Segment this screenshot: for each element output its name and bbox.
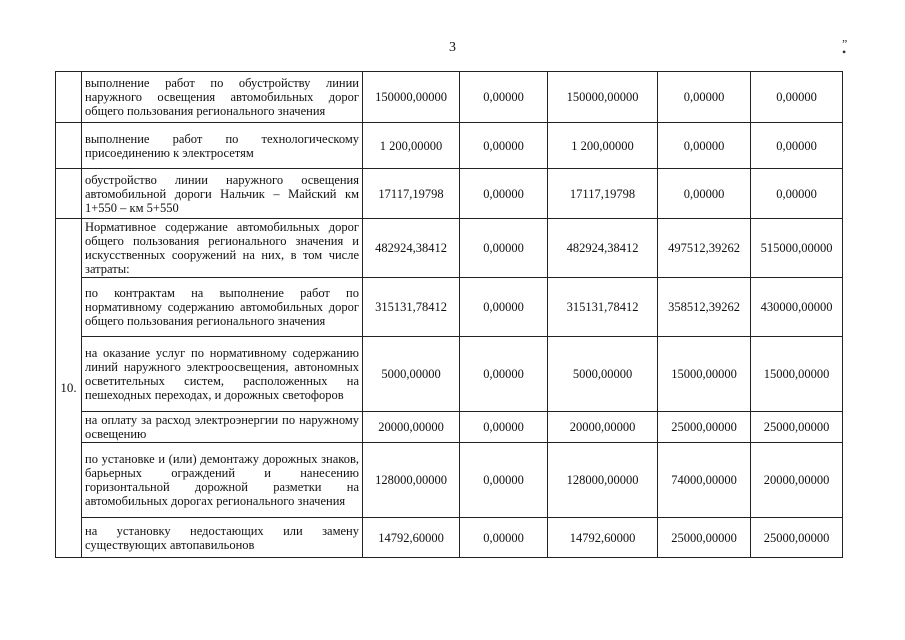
value-cell: 5000,00000 (548, 337, 658, 412)
value-cell: 515000,00000 (751, 219, 843, 278)
section-index-cell: 10. (56, 219, 82, 558)
table-row (56, 412, 843, 443)
value-cell: 1 200,00000 (363, 123, 460, 169)
value-cell: 0,00000 (658, 72, 751, 123)
description-cell: обустройство линии наружного освещения автомобильной дороги Нальчик – Майский км 1+550 – км 5+550 (82, 169, 363, 219)
value-cell: 0,00000 (460, 72, 548, 123)
value-cell: 315131,78412 (363, 278, 460, 337)
value-cell: 150000,00000 (548, 72, 658, 123)
value-cell: 0,00000 (751, 72, 843, 123)
value-cell: 5000,00000 (363, 337, 460, 412)
table-row (56, 169, 843, 219)
corner-marks: „ • (842, 30, 872, 59)
value-cell: 315131,78412 (548, 278, 658, 337)
value-cell: 20000,00000 (363, 412, 460, 443)
value-cell: 430000,00000 (751, 278, 843, 337)
value-cell: 0,00000 (460, 518, 548, 558)
description-cell: на установку недостающих или замену существующих автопавильонов (82, 518, 363, 558)
index-cell (56, 123, 82, 169)
value-cell: 0,00000 (751, 169, 843, 219)
value-cell: 0,00000 (460, 278, 548, 337)
value-cell: 0,00000 (460, 337, 548, 412)
value-cell: 0,00000 (460, 219, 548, 278)
value-cell: 20000,00000 (751, 443, 843, 518)
value-cell: 25000,00000 (751, 412, 843, 443)
description-cell: Нормативное содержание автомобильных дорог общего пользования регионального значения и искусственных сооружений на них, в том числе затраты: (82, 219, 363, 278)
table-row (56, 278, 843, 337)
value-cell: 1 200,00000 (548, 123, 658, 169)
value-cell: 15000,00000 (751, 337, 843, 412)
value-cell: 0,00000 (460, 443, 548, 518)
description-cell: по контрактам на выполнение работ по нормативному содержанию автомобильных дорог общего пользования регионального значения (82, 278, 363, 337)
value-cell: 17117,19798 (548, 169, 658, 219)
value-cell: 128000,00000 (548, 443, 658, 518)
description-cell: по установке и (или) демонтажу дорожных знаков, барьерных ограждений и нанесению горизонтальной дорожной разметки на автомобильных дорогах регионального значения (82, 443, 363, 518)
description-cell: выполнение работ по обустройству линии наружного освещения автомобильных дорог общего пользования регионального значения (82, 72, 363, 123)
value-cell: 0,00000 (460, 412, 548, 443)
value-cell: 150000,00000 (363, 72, 460, 123)
value-cell: 0,00000 (658, 169, 751, 219)
value-cell: 74000,00000 (658, 443, 751, 518)
index-cell (56, 169, 82, 219)
value-cell: 17117,19798 (363, 169, 460, 219)
value-cell: 25000,00000 (658, 518, 751, 558)
table-row (56, 123, 843, 169)
description-cell: на оказание услуг по нормативному содержанию линий наружного электроосвещения, автономных осветительных систем, расположенных на пешеходных переходах, и дорожных светофоров (82, 337, 363, 412)
value-cell: 20000,00000 (548, 412, 658, 443)
table-row (56, 518, 843, 558)
value-cell: 14792,60000 (548, 518, 658, 558)
index-cell (56, 72, 82, 123)
value-cell: 0,00000 (658, 123, 751, 169)
table-row (56, 443, 843, 518)
value-cell: 25000,00000 (658, 412, 751, 443)
value-cell: 0,00000 (460, 123, 548, 169)
budget-table (55, 71, 843, 558)
page-number: 3 (449, 40, 456, 55)
value-cell: 497512,39262 (658, 219, 751, 278)
value-cell: 15000,00000 (658, 337, 751, 412)
description-cell: выполнение работ по технологическому присоединению к электросетям (82, 123, 363, 169)
table-row (56, 72, 843, 123)
value-cell: 0,00000 (460, 169, 548, 219)
value-cell: 0,00000 (751, 123, 843, 169)
value-cell: 14792,60000 (363, 518, 460, 558)
table-row (56, 337, 843, 412)
table-row (56, 219, 843, 278)
description-cell: на оплату за расход электроэнергии по наружному освещению (82, 412, 363, 443)
value-cell: 25000,00000 (751, 518, 843, 558)
value-cell: 482924,38412 (548, 219, 658, 278)
value-cell: 482924,38412 (363, 219, 460, 278)
value-cell: 128000,00000 (363, 443, 460, 518)
value-cell: 358512,39262 (658, 278, 751, 337)
